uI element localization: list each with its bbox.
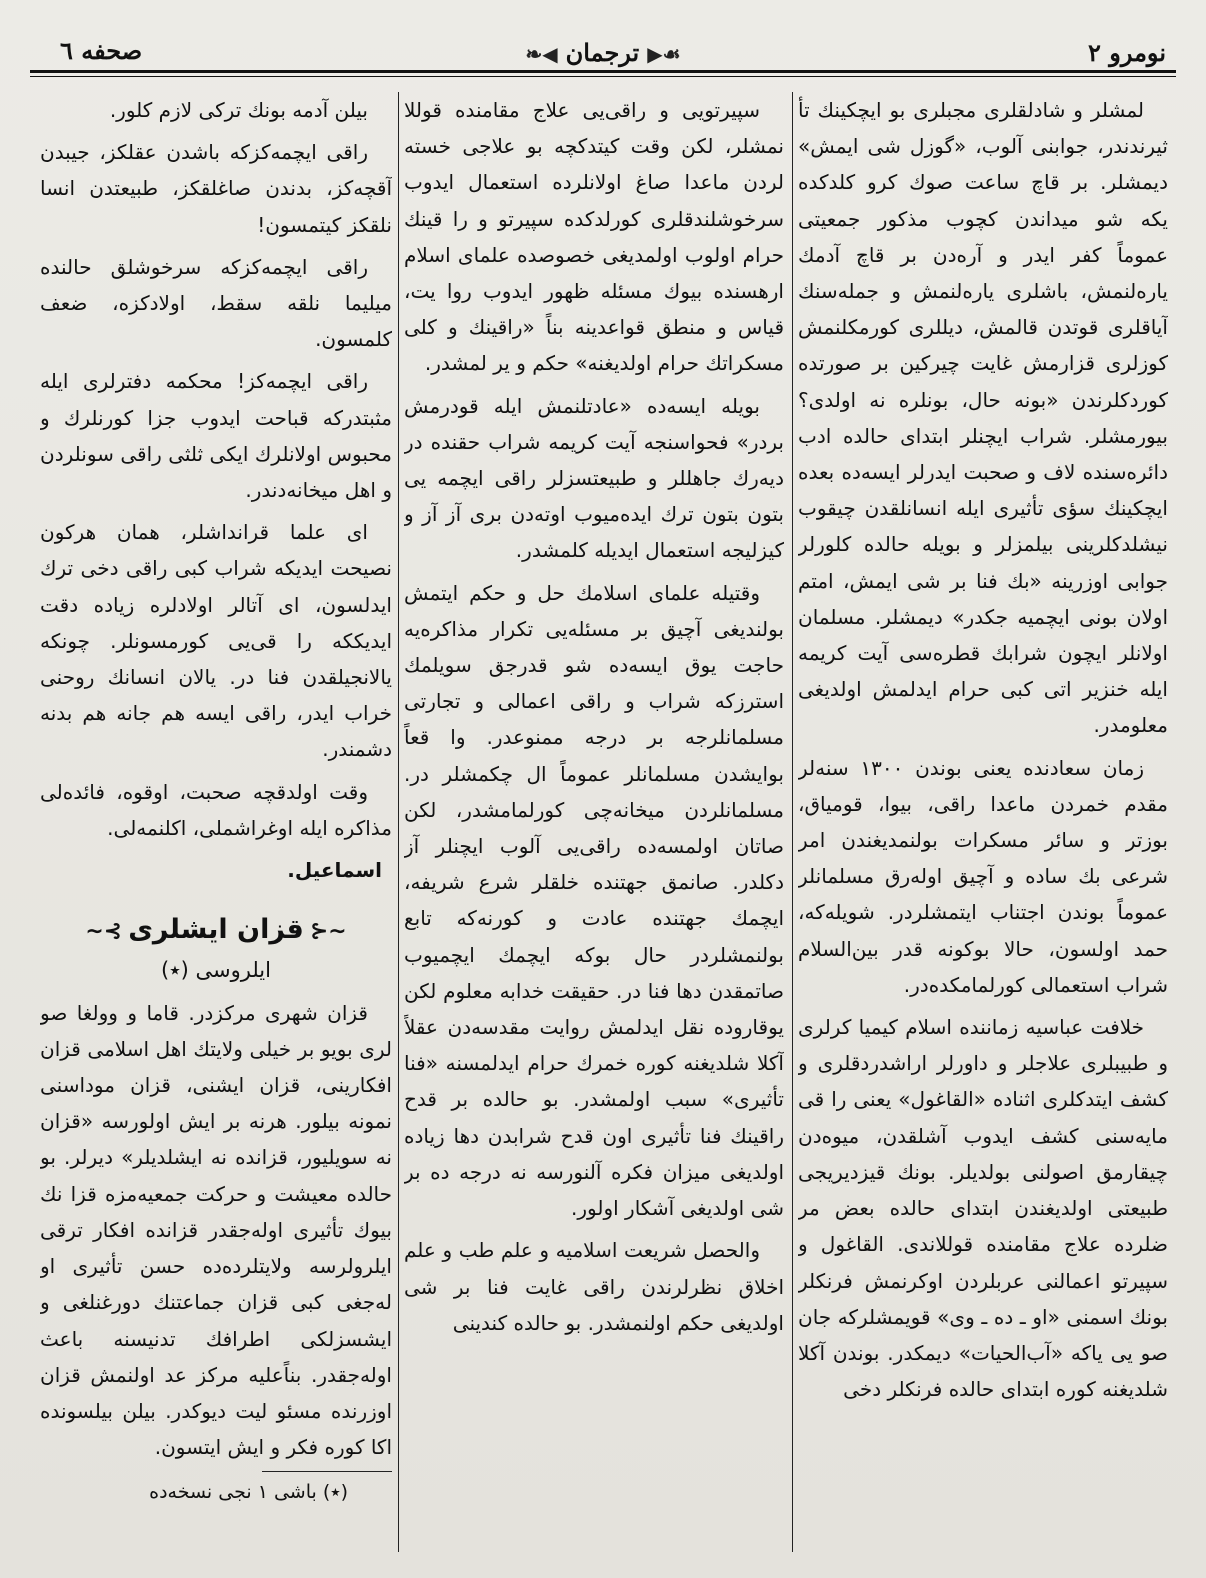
section-title: قزان ایشلری — [128, 914, 304, 946]
paragraph: قزان شهری مرکزدر. قاما و وولغا صو لری بویو بر خیلی ولایتك اهل اسلامی قزان افکارینی، قزان ایشنی، قزان موداسنی نمونه بیلور. هرنه بر ایش اولورسه «قزان نه سویلیور، قزانده نه ایشلدیلر» دیرلر. بو حالده معیشت و حرکت جمعیه‌مزه قزا نك بیوك تأثیری اوله‌جقدر قزانده افکار ترقی ایلرولرسه ولایتلرده‌ده حسن تأثیری او له‌جغی کبی قزان جماعتنك دورغنلغی و ایشسزلکی اطرافك تدنیسنه باعث اوله‌جقدر. بناًعلیه مرکز عد اولنمش قزان اوزرنده مسئو لیت دیوکدر. بیلن بیلسونده اکا کوره فکر و ایش ایتسون. — [40, 1000, 392, 1460]
paragraph: ای علما قرانداشلر، همان هرکون نصیحت ایدیکه شراب کبی راقی دخی ترك ایدلسون، ای آتالر اولادلره زیاده دقت ایدیککه را قی‌یی کورمسونلر. چونکه یالانجیلقدن فنا در. یالان انسانك روحنی خراب ایدر، راقی ایسه هم جانه هم بدنه دشمندر. — [40, 520, 392, 762]
paragraph: راقی ایچمه‌کز! محکمه دفترلری ایله مثبتدرکه قباحت ایدوب جزا کورنلرك و محبوس اولانلرك ایکی ثلثی راقی سونلردن و اهل میخانه‌دندر. — [40, 369, 392, 503]
paragraph: والحصل شریعت اسلامیه و علم طب و علم اخلاق نظرلرندن راقی غایت فنا بر شی اولدیغی حکم اولنمشدر. بو حالده کندینی — [404, 1238, 784, 1335]
paragraph: بیلن آدمه بونك ترکی لازم کلور. — [109, 98, 368, 122]
section-heading — [40, 912, 392, 950]
newspaper-title — [517, 38, 688, 67]
heading-ornament-right-icon: ∽⊰ — [309, 919, 347, 945]
paragraph: سپیرتویی و راقی‌یی علاج مقامنده قوللا نمشلر، لکن وقت کیتدکچه بو علاجی خسته لردن ماعدا صاغ اولانلرده استعمال ایدوب سرخوشلندقلری کورلدکده سپیرتو و را قینك حرام اولوب اولمدیغی خصوصده علمای اسلام ارهسنده بیوك مسئله ظهور ایدوب روا یت، قیاس و منطق قواعدینه بناً «راقینك و کلی مسکراتك حرام اولدیغنه» حکم و یر لمشدر. — [404, 98, 784, 376]
column-divider-right — [792, 92, 793, 1552]
paragraph: وقتیله علمای اسلامك حل و حکم ایتمش بولندیغی آچیق بر مسئله‌یی تکرار مذاکره‌یه حاجت یوق ایسه‌ده شو قدرجق سویلمك استرزکه شراب و راقی اعمالی و تجارتی مسلمانلرجه بر درجه ممنوعدر. وا قعاً بوایشدن مسلمانلر عموماً ال چکمشلر در. مسلمانلردن میخانه‌چی کورلمامشدر، لکن صاتان اولمسه‌ده راقی‌یی آلوب ایچنلر آز دکلدر. صانمق جهتنده خلقلر شرع شریفه، ایچمك جهتنده عادت و کورنه‌که تابع بولنمشلردر حال بوکه ایچمك ایچمیوب صاتمقدن دها فنا در. حقیقت خدابه معلوم لکن یوقاروده نقل ایدلمش روایت مقدسه‌دن عقلاً آکلا شلدیغنه کوره خمرك حرام ایدلمسنه «فنا تأثیری» سبب اولمشدر. بو حالده بر قدح راقینك فنا تأثیری اون قدح شرابدن دها زیاده اولدیغی میزان فکره آلنورسه نه درجه ده بر شی اولدیغی آشکار اولور. — [404, 580, 784, 1221]
ornament-right-icon: ☙▶ — [647, 42, 681, 66]
paragraph: خلافت عباسیه زماننده اسلام کیمیا کرلری و طبیبلری علاجلر و داورلر اراشدردقلری و کشف ایتدکلری اثناده «القاغول» یعنی را قی مایه‌سنی کشف ایدوب آشلقدن، میوه‌دن چیقارمق اصولنی بولدیلر. بونك قیزدیریجی طبیعتی اولدیغندن ابتدای حالده بعض مر ضلرده علاج مقامنده قوللاندی. القاغول و سپیرتو اعمالنی عربلردن اوکرنمش فرنکلر بونك اسمنی «او ـ ده ـ وی» قویمشلرکه جان صو یی یاکه «آب‌الحیات» دیمکدر. بوندن آکلا شلدیغنه کوره ابتدای حالده فرنکلر دخی — [798, 1015, 1168, 1402]
column-right — [798, 92, 1168, 1562]
title-text: ترجمان — [565, 38, 640, 67]
paragraph: راقی ایچمه‌کزکه باشدن عقلکز، جیبدن آقچه‌کز، بدندن صاغلقکز، طبیعتدن انسا نلقکز کیتمسون! — [40, 140, 392, 237]
ornament-left-icon: ◀❧ — [525, 42, 558, 66]
column-middle — [404, 92, 784, 1562]
header-rule-thick — [30, 70, 1176, 73]
paragraph: زمان سعادنده یعنی بوندن ۱۳۰۰ سنه‌لر مقدم خمردن ماعدا راقی، بیوا، قومیاق، بوزتر و سائر مسکرات بولنمدیغندن امر شرعی بك ساده و آچیق اوله‌رق مسلمانلر عموماً بوندن اجتناب ایتمشلردر. شویله‌که، حمد اولسون، حالا بوکونه قدر بین‌السلام شراب استعمالی کورلمامکده‌در. — [798, 755, 1168, 997]
heading-ornament-left-icon: ⊱∽ — [85, 919, 123, 945]
paragraph: راقی ایچمه‌کزکه سرخوشلق حالنده میلیما نلقه سقط، اولادکزه، ضعف کلمسون. — [40, 254, 392, 352]
column-divider-left — [398, 92, 399, 1552]
author-signature: اسماعیل. — [287, 858, 382, 883]
issue-number: نومرو ۲ — [1087, 38, 1166, 67]
header-rule-thin — [30, 76, 1176, 77]
paragraph: وقت اولدقچه صحبت، اوقوه، فائده‌لی مذاکره ایله اوغراشملی، اکلنمه‌لی. — [40, 779, 392, 840]
footnote: (٭) باشی ۱ نجی نسخه‌ده — [149, 1481, 348, 1504]
section-subtitle: ایلروسی (٭) — [161, 958, 271, 983]
footnote-rule — [262, 1471, 392, 1472]
paragraph: لمشلر و شادلقلری مجبلری بو ایچکینك تأ ثیرندندر، جوابنی آلوب، «گوزل شی ایمش» دیمشلر. بر قاچ ساعت صوك کرو کلدکده یکه شو میداندن کچوب مذکور جمعیتی عموماً کفر ایدر و آره‌دن بر قاچ آدمك یاره‌لنمش، باشلری یاره‌لنمش و جمله‌سنك آیاقلری قوتدن قالمش، دیللری کورمکلنمش کوزلری قزارمش غایت چیرکین بر صورتده کوردکلرندن «بونه حال، بونلره نه اولدی؟ بیورمشلر. شراب ایچنلر ابتدای حالده ادب دائره‌سنده لاف و صحبت ایدرلر ایسه‌ده بعده ایچکینك سؤی تأثیری ایله انسانلقدن چیقوب نیشلدکلرینی بیلمزلر و بویله حالده کلورلر جوابی اوزرینه «بك فنا بر شی ایمش، امتم اولان بونی ایچمیه جکدر» دیمشلر. مسلمان اولانلر ایچون شرابك قطره‌سی آیت کریمه ایله خنزیر اتی کبی حرام ایدلمش اولدیغی معلومدر. — [798, 98, 1168, 738]
page-number: صحفه ٦ — [60, 36, 143, 65]
paragraph: بویله ایسه‌ده «عادتلنمش ایله قودرمش بردر» فحواسنجه آیت کریمه شراب حقنده در دیه‌رك جاهللر و طبیعتسزلر راقی ایچمه یی بتون بتون ترك ایده‌میوب اوته‌دن بری آز آز و کیزلیجه استعمال ایدیله کلمشدر. — [404, 393, 784, 563]
masthead — [30, 32, 1176, 74]
column-left — [40, 92, 392, 1562]
